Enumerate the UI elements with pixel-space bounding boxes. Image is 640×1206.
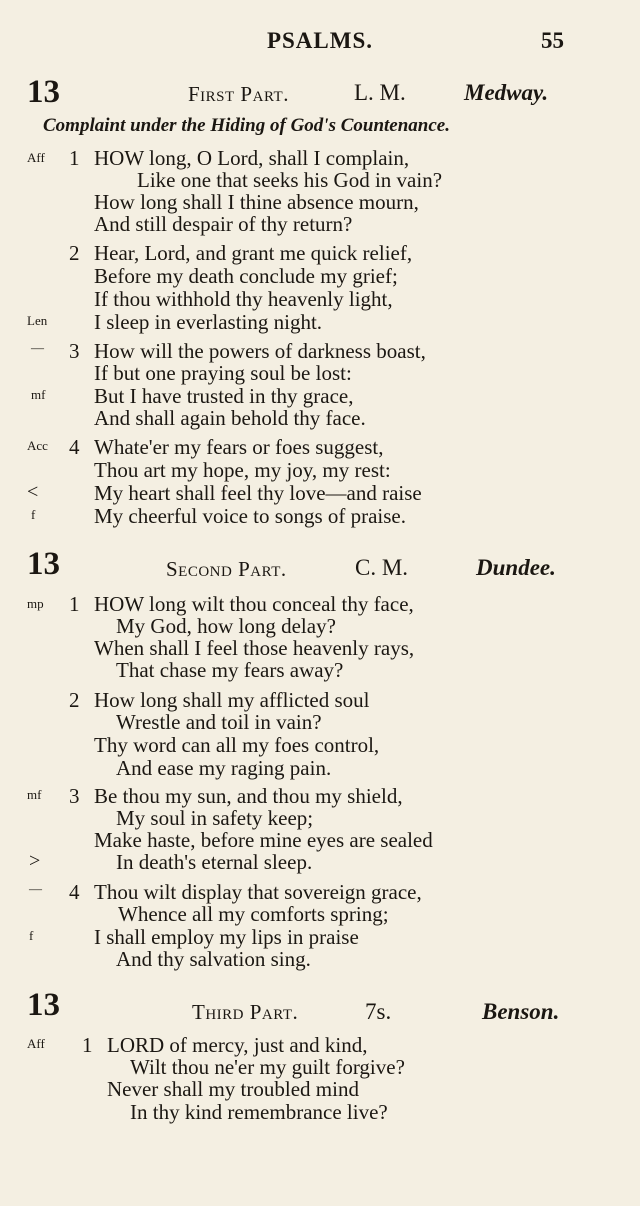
verse-line: Before my death conclude my grief; bbox=[94, 264, 398, 288]
verse-line: But I have trusted in thy grace, bbox=[94, 384, 354, 408]
hymn-number: 13 bbox=[27, 987, 60, 1023]
hymn-tune: Benson. bbox=[482, 999, 560, 1024]
verse-line: How long shall I thine absence mourn, bbox=[94, 190, 419, 214]
verse-line: I sleep in everlasting night. bbox=[94, 310, 323, 334]
verse-line: That chase my fears away? bbox=[116, 658, 344, 682]
verse-line: My God, how long delay? bbox=[116, 614, 336, 638]
stanza-number: 1 bbox=[69, 146, 80, 170]
verse-line: How will the powers of darkness boast, bbox=[94, 339, 426, 363]
hymn-subtitle: Complaint under the Hiding of God's Countenance. bbox=[43, 115, 450, 136]
dynamic-mark: f bbox=[31, 507, 36, 522]
verse-line: Like one that seeks his God in vain? bbox=[137, 168, 443, 192]
verse-line: HOW long wilt thou conceal thy face, bbox=[94, 592, 414, 616]
hymn-part: Third Part. bbox=[192, 1000, 299, 1024]
verse-line: Thou art my hope, my joy, my rest: bbox=[94, 458, 391, 482]
stanza-number: 2 bbox=[69, 241, 80, 265]
hymn-part: First Part. bbox=[188, 82, 289, 106]
verse-line: My heart shall feel thy love—and raise bbox=[94, 481, 422, 505]
verse-line: When shall I feel those heavenly rays, bbox=[94, 636, 415, 660]
dynamic-mark: — bbox=[29, 881, 42, 896]
hymn-meter: C. M. bbox=[355, 555, 409, 580]
verse-line: HOW long, O Lord, shall I complain, bbox=[94, 146, 410, 170]
verse-line: In thy kind remembrance live? bbox=[130, 1100, 388, 1124]
dynamic-mark: f bbox=[29, 928, 34, 943]
verse-line: Whate'er my fears or foes suggest, bbox=[94, 435, 384, 459]
stanza-number: 3 bbox=[69, 339, 80, 363]
stanza-number: 2 bbox=[69, 688, 80, 712]
verse-line: If but one praying soul be lost: bbox=[94, 361, 352, 385]
verse-line: And shall again behold thy face. bbox=[94, 406, 366, 430]
dynamic-mark: mp bbox=[27, 596, 44, 611]
dynamic-mark: < bbox=[27, 481, 39, 503]
page-number: 55 bbox=[541, 28, 564, 53]
verse-line: And thy salvation sing. bbox=[116, 947, 311, 971]
stanza-number: 4 bbox=[69, 435, 80, 459]
verse-line: Be thou my sun, and thou my shield, bbox=[94, 784, 403, 808]
hymn-number: 13 bbox=[27, 74, 60, 110]
verse-line: Hear, Lord, and grant me quick relief, bbox=[94, 241, 413, 265]
dynamic-mark: mf bbox=[31, 387, 46, 402]
dynamic-mark: Aff bbox=[27, 150, 45, 165]
stanza-number: 1 bbox=[82, 1033, 93, 1057]
dynamic-mark: mf bbox=[27, 787, 42, 802]
page-header-title: PSALMS. bbox=[266, 28, 374, 53]
hymn-part: Second Part. bbox=[166, 557, 287, 581]
hymn-meter: L. M. bbox=[354, 80, 406, 105]
verse-line: Thou wilt display that sovereign grace, bbox=[94, 880, 422, 904]
dynamic-mark: Len bbox=[27, 313, 48, 328]
dynamic-mark: > bbox=[29, 850, 41, 872]
dynamic-mark: Acc bbox=[27, 438, 48, 453]
verse-line: In death's eternal sleep. bbox=[116, 850, 313, 874]
verse-line: Wilt thou ne'er my guilt forgive? bbox=[130, 1055, 405, 1079]
verse-line: And ease my raging pain. bbox=[116, 756, 332, 780]
verse-line: Thy word can all my foes control, bbox=[94, 733, 380, 757]
dynamic-mark: Aff bbox=[27, 1036, 45, 1051]
verse-line: Make haste, before mine eyes are sealed bbox=[94, 828, 433, 852]
stanza-number: 1 bbox=[69, 592, 80, 616]
verse-line: If thou withhold thy heavenly light, bbox=[94, 287, 393, 311]
verse-line: My soul in safety keep; bbox=[116, 806, 314, 830]
stanza-number: 4 bbox=[69, 880, 80, 904]
verse-line: LORD of mercy, just and kind, bbox=[107, 1033, 368, 1057]
verse-line: How long shall my afflicted soul bbox=[94, 688, 370, 712]
hymn-number: 13 bbox=[27, 546, 60, 582]
dynamic-mark: — bbox=[31, 340, 44, 355]
verse-line: My cheerful voice to songs of praise. bbox=[94, 504, 406, 528]
verse-line: Never shall my troubled mind bbox=[107, 1077, 359, 1101]
stanza-number: 3 bbox=[69, 784, 80, 808]
verse-line: And still despair of thy return? bbox=[94, 212, 353, 236]
verse-line: Wrestle and toil in vain? bbox=[116, 710, 322, 734]
hymn-tune: Medway. bbox=[464, 80, 549, 105]
hymn-meter: 7s. bbox=[365, 999, 392, 1024]
verse-line: I shall employ my lips in praise bbox=[94, 925, 359, 949]
verse-line: Whence all my comforts spring; bbox=[118, 902, 389, 926]
hymn-tune: Dundee. bbox=[476, 555, 556, 580]
